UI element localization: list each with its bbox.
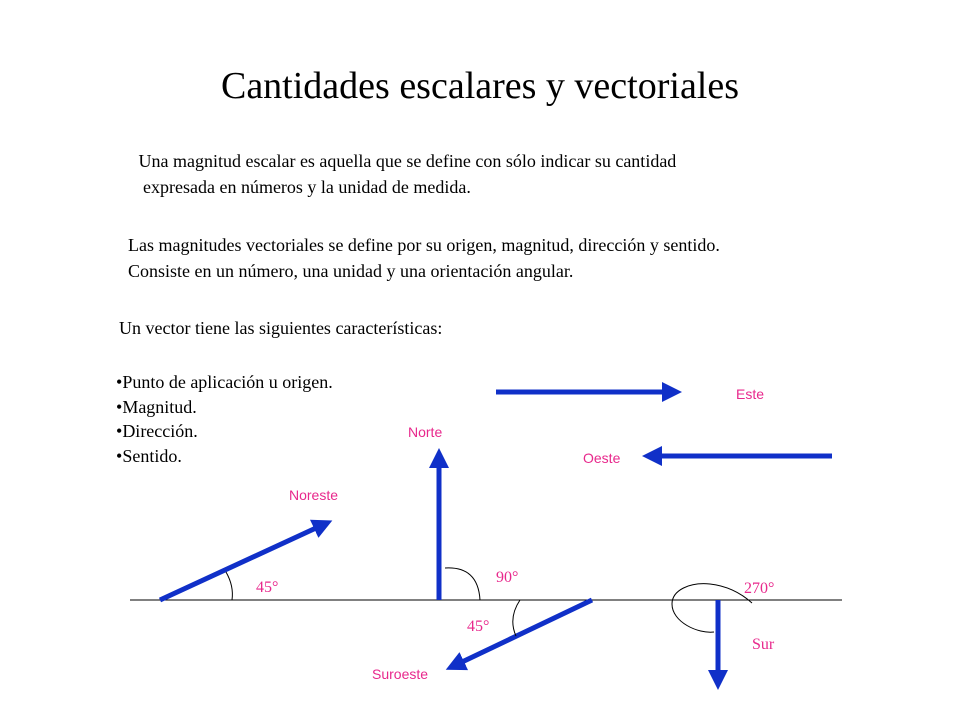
page-title: Cantidades escalares y vectoriales (220, 65, 740, 107)
angle-arc-noreste (226, 572, 232, 600)
label-suroeste: Suroeste (372, 666, 429, 682)
angle-arc-suroeste (513, 600, 520, 636)
angle-arc-norte (445, 568, 480, 600)
angle-label-suroeste: 45° (467, 618, 490, 635)
label-este: Este (736, 386, 765, 402)
label-oeste: Oeste (583, 450, 621, 466)
angle-label-sur: 270° (744, 580, 775, 597)
list-item: • Sentido. (116, 444, 333, 469)
vector-definition: Las magnitudes vectoriales se define por su origen, magnitud, dirección y sentido. Consiste en un número, una unidad y una orientación angular. (128, 235, 720, 281)
scalar-definition: Una magnitud escalar es aquella que se define con sólo indicar su cantidad expresada en números y la unidad de medida. (138, 151, 677, 197)
list-item: • Punto de aplicación u origen. (116, 370, 333, 395)
label-sur: Sur (752, 636, 775, 653)
characteristics-intro: Un vector tiene las siguientes características: (119, 318, 443, 338)
vector-noreste (160, 528, 316, 600)
angle-label-norte: 90° (496, 569, 519, 586)
angle-label-noreste: 45° (256, 579, 279, 596)
list-item: • Magnitud. (116, 395, 333, 420)
label-norte: Norte (408, 424, 443, 440)
list-item: • Dirección. (116, 419, 333, 444)
angle-arc-sur (672, 584, 752, 633)
label-noreste: Noreste (289, 487, 339, 503)
